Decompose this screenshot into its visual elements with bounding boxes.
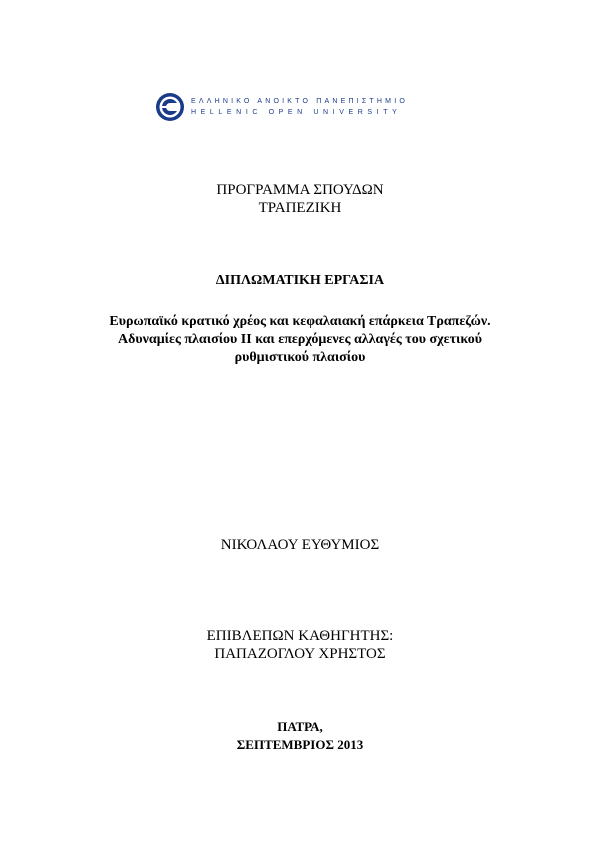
program-heading: ΠΡΟΓΡΑΜΜΑ ΣΠΟΥΔΩΝ <box>216 182 384 198</box>
hou-logo-icon <box>155 92 185 122</box>
thesis-label: ΔΙΠΛΩΜΑΤΙΚΗ ΕΡΓΑΣΙΑ <box>215 273 385 288</box>
thesis-title-line-2: Αδυναμίες πλαισίου ΙΙ και επερχόμενες αλλαγές του σχετικού <box>118 332 482 347</box>
thesis-title-line-3: ρυθμιστικού πλαισίου <box>234 350 366 365</box>
program-name: ΤΡΑΠΕΖΙΚΗ <box>258 200 342 216</box>
author-name: ΝΙΚΟΛΑΟΥ ΕΥΘΥΜΙΟΣ <box>220 537 380 553</box>
supervisor-name: ΠΑΠΑΖΟΓΛΟΥ ΧΡΗΣΤΟΣ <box>214 646 386 662</box>
date: ΣΕΠΤΕΜΒΡΙΟΣ 2013 <box>236 737 364 752</box>
supervisor-label: ΕΠΙΒΛΕΠΩΝ ΚΑΘΗΓΗΤΗΣ: <box>206 628 394 644</box>
university-logo <box>155 92 445 122</box>
logo-text-english: HELLENIC OPEN UNIVERSITY <box>191 109 402 116</box>
logo-text-greek: ΕΛΛΗΝΙΚΟ ΑΝΟΙΚΤΟ ΠΑΝΕΠΙΣΤΗΜΙΟ <box>191 98 408 105</box>
city: ΠΑΤΡΑ, <box>277 719 323 734</box>
thesis-title <box>0 313 600 367</box>
thesis-title-line-1: Ευρωπαϊκό κρατικό χρέος και κεφαλαιακή επάρκεια Τραπεζών. <box>109 314 491 329</box>
program-block <box>0 181 600 217</box>
supervisor-block <box>0 627 600 663</box>
place-date-block <box>0 718 600 754</box>
